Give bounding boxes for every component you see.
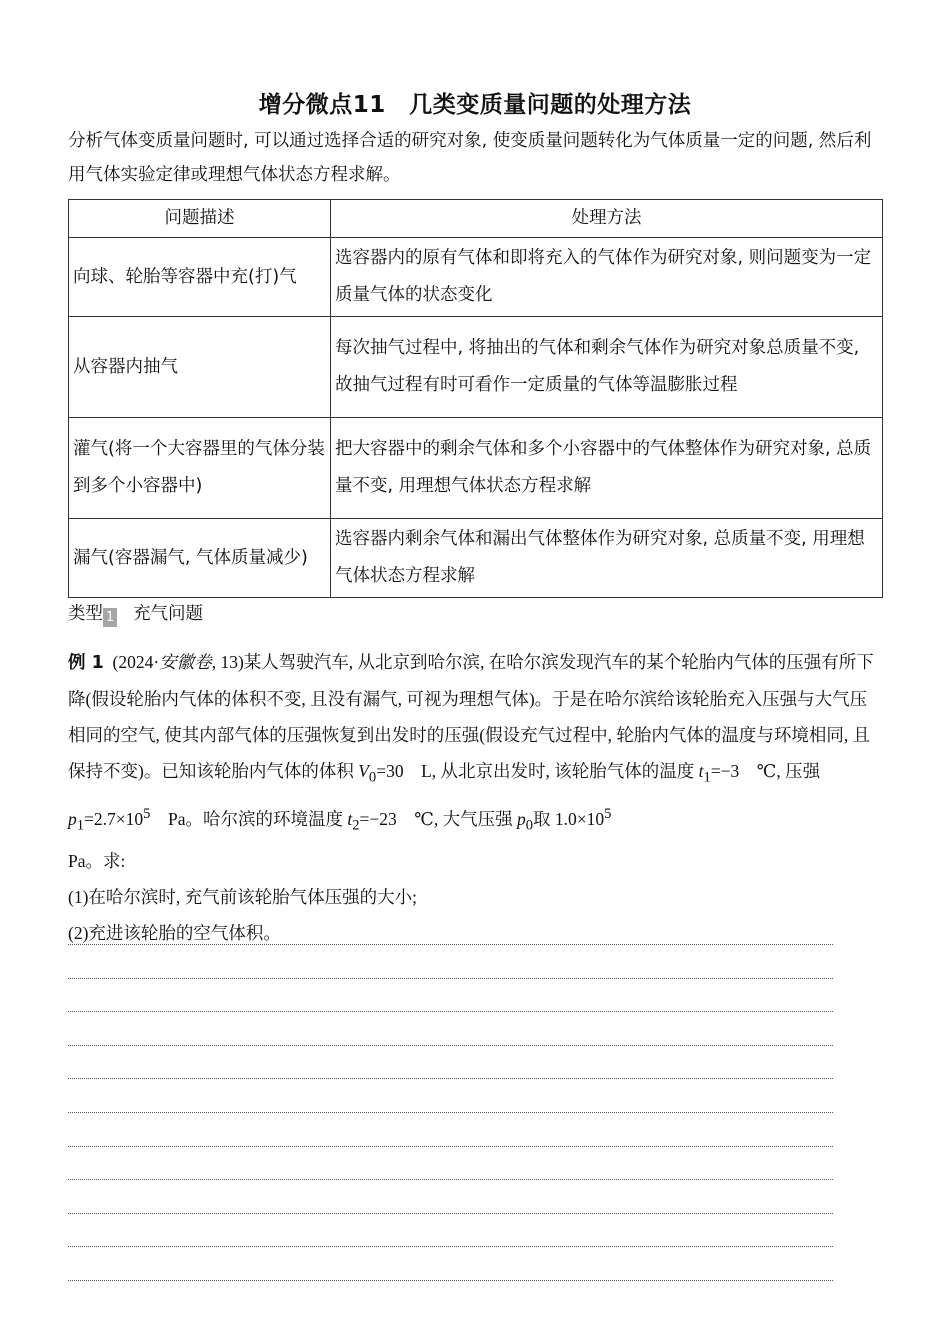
method-cell: 选容器内的原有气体和即将充入的气体作为研究对象, 则问题变为一定质量气体的状态变化 (331, 238, 883, 317)
answer-line (68, 1246, 833, 1280)
answer-line (68, 1011, 833, 1045)
question-1: (1)在哈尔滨时, 充气前该轮胎气体压强的大小; (68, 886, 418, 907)
type-label: 充气问题 (133, 604, 203, 624)
answer-line (68, 1146, 833, 1180)
table-header-row (69, 200, 883, 238)
table-row (69, 317, 883, 418)
answer-line (68, 1280, 833, 1314)
methods-table (68, 199, 883, 598)
type-number-badge: 1 (103, 608, 117, 627)
problem-cell: 漏气(容器漏气, 气体质量减少) (69, 519, 331, 598)
answer-line (68, 1179, 833, 1213)
problem-cell: 从容器内抽气 (69, 317, 331, 418)
question-2: (2)充进该轮胎的空气体积。 (68, 922, 281, 943)
intro-paragraph: 分析气体变质量问题时, 可以通过选择合适的研究对象, 使变质量问题转化为气体质量一定的问题, 然后利用气体实验定律或理想气体状态方程求解。 (68, 131, 872, 185)
answer-line (68, 944, 833, 978)
problem-cell: 向球、轮胎等容器中充(打)气 (69, 238, 331, 317)
answer-line (68, 1045, 833, 1079)
method-cell: 选容器内剩余气体和漏出气体整体作为研究对象, 总质量不变, 用理想气体状态方程求解 (331, 519, 883, 598)
type-heading (68, 600, 203, 627)
method-cell: 把大容器中的剩余气体和多个小容器中的气体整体作为研究对象, 总质量不变, 用理想气体状态方程求解 (331, 418, 883, 519)
example-source: 安徽卷 (159, 652, 212, 672)
table-row (69, 418, 883, 519)
answer-area[interactable] (68, 944, 833, 1314)
example-label: 例 1 (68, 653, 104, 673)
table-header-problem: 问题描述 (69, 200, 331, 238)
table-row (69, 519, 883, 598)
table-row (69, 238, 883, 317)
table-header-method: 处理方法 (331, 200, 883, 238)
answer-line (68, 1078, 833, 1112)
type-prefix: 类型 (68, 604, 103, 624)
method-cell: 每次抽气过程中, 将抽出的气体和剩余气体作为研究对象总质量不变, 故抽气过程有时可看作一定质量的气体等温膨胀过程 (331, 317, 883, 418)
answer-line (68, 1213, 833, 1247)
answer-line (68, 978, 833, 1012)
answer-line (68, 1112, 833, 1146)
page-title: 增分微点11 几类变质量问题的处理方法 (258, 92, 692, 118)
problem-cell: 灌气(将一个大容器里的气体分装到多个小容器中) (69, 418, 331, 519)
example-statement: 例 1 (2024·安徽卷, 13)某人驾驶汽车, 从北京到哈尔滨, 在哈尔滨发现汽车的某个轮胎内气体的压强有所下降(假设轮胎内气体的体积不变, 且没有漏气, 可视为理想气体)。于是在哈尔滨给该轮胎充入压强与大气压相同的空气, 使其内部气体的压强恢复到出发时的压强(假设充气过程中, 轮胎内气体的温度与环境相同, 且保持不变)。已知该轮胎内气体的体积 $V_0=30$ L, 从北京出发时, 该轮胎气体的温度 $t_1=-3$ ℃, 压强 $p_1=2.7\times 10^5$ Pa。哈尔滨的环境温度 $t_2=-23$ ℃, 大气压强 $p_0$取 $1.0\times 10^5$ Pa。求: (68, 652, 874, 871)
example-block (68, 644, 883, 951)
